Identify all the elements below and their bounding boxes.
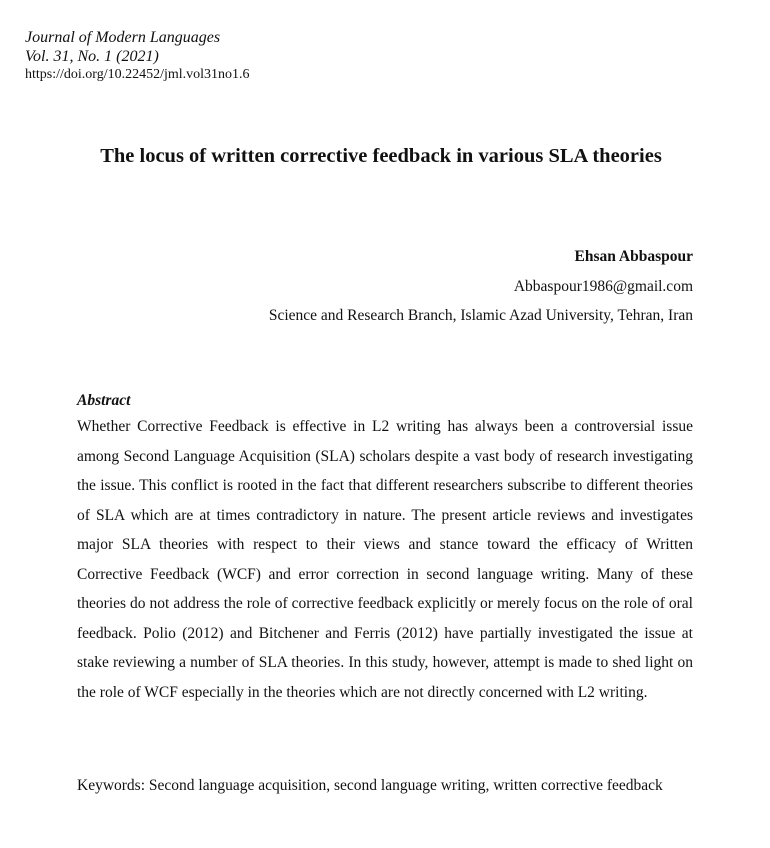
journal-header bbox=[25, 28, 250, 84]
keywords: Keywords: Second language acquisition, second language writing, written corrective feedback bbox=[77, 777, 663, 794]
abstract-heading: Abstract bbox=[77, 392, 131, 409]
author-email: Abbaspour1986@gmail.com bbox=[513, 277, 693, 295]
author-block bbox=[269, 242, 693, 331]
journal-name: Journal of Modern Languages bbox=[25, 29, 221, 46]
author-affiliation: Science and Research Branch, Islamic Azad University, Tehran, Iran bbox=[268, 307, 693, 324]
author-name: Ehsan Abbaspour bbox=[574, 248, 693, 265]
paper-title: The locus of written corrective feedback in various SLA theories bbox=[100, 145, 662, 167]
journal-doi: https://doi.org/10.22452/jml.vol31no1.6 bbox=[25, 67, 250, 82]
abstract-body: Whether Corrective Feedback is effective in L2 writing has always been a controversial issue among Second Language Acquisition (SLA) scholars despite a vast body of research investigating the issue. This conflict is rooted in the fact that different researchers subscribe to different theories of SLA which are at times contradictory in nature. The present article reviews and investigates major SLA theories with respect to their views and stance toward the efficacy of Written Corrective Feedback (WCF) and error correction in second language writing. Many of these theories do not address the role of corrective feedback explicitly or merely focus on the role of oral feedback. Polio (2012) and Bitchener and Ferris (2012) have partially investigated the issue at stake reviewing a number of SLA theories. In this study, however, attempt is made to shed light on the role of WCF especially in the theories which are not directly concerned with L2 writing. bbox=[77, 418, 693, 701]
journal-volume: Vol. 31, No. 1 (2021) bbox=[25, 48, 159, 65]
abstract-section bbox=[77, 390, 693, 707]
